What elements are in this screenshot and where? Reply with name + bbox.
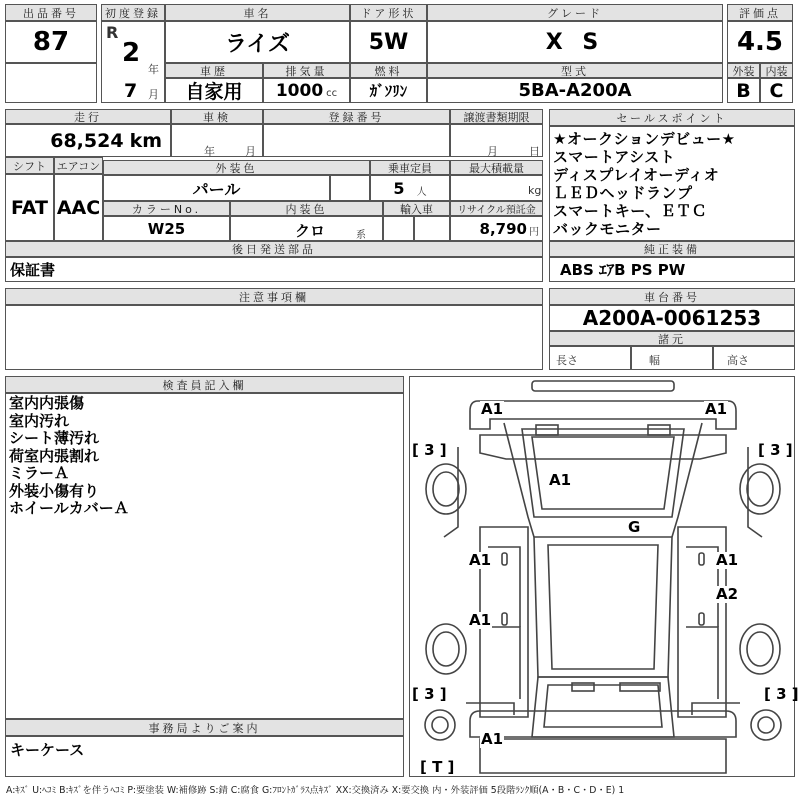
import-header: 輸入車	[383, 201, 450, 216]
transfer-day-unit: 日	[529, 145, 540, 158]
rear-window	[532, 677, 674, 737]
model-header: 型式	[427, 63, 723, 78]
equipment: ABS ｴｱB PS PW	[549, 257, 795, 282]
color-no: W25	[103, 216, 230, 241]
inspector-note-7: ホイールカバーＡ	[9, 499, 129, 517]
sales-point-5: スマートキー、ＥＴＣ	[553, 202, 708, 220]
aircon: AAC	[54, 174, 103, 241]
sales-points-list	[549, 126, 795, 241]
capacity-unit: 人	[416, 186, 427, 198]
width-label: 幅	[649, 354, 660, 367]
reg-month: 7	[124, 80, 138, 102]
recycle-amount: 8,790	[479, 219, 527, 238]
width-cell	[631, 346, 713, 370]
equipment-header: 純正装備	[549, 241, 795, 257]
inspector-note-4: 荷室内張割れ	[9, 446, 100, 465]
sales-point-2: スマートアシスト	[553, 148, 676, 166]
reg-number-header: 登録番号	[263, 109, 450, 124]
inspection-month-unit: 月	[245, 145, 256, 158]
first-registration-header: 初度登録	[101, 4, 165, 21]
tire-rear-left-depth: [ 3 ]	[412, 685, 447, 703]
inspector-header: 検査員記入欄	[5, 376, 404, 393]
inspector-notes	[5, 393, 404, 719]
interior-header: 内装	[760, 63, 793, 78]
max-load-unit: kg	[528, 184, 542, 197]
int-color-header: 内装色	[230, 201, 383, 216]
import-cell-a	[383, 216, 414, 241]
displacement-header: 排気量	[263, 63, 350, 78]
height-label: 高さ	[727, 354, 749, 367]
inspection-year-unit: 年	[204, 145, 215, 158]
fuel: ｶﾞｿﾘﾝ	[350, 78, 427, 103]
office-header: 事務局よりご案内	[5, 719, 404, 736]
max-load-header: 最大積載量	[450, 160, 543, 175]
shift: FAT	[5, 174, 54, 241]
sales-point-3: ディスプレイオーディオ	[553, 166, 720, 184]
front-bumper-top	[532, 381, 674, 391]
lot-number: 87	[5, 21, 97, 63]
notes-header: 注意事項欄	[5, 288, 543, 305]
car-diagram	[410, 377, 796, 778]
office-notice: キーケース	[5, 736, 404, 777]
inspector-note-2: 室内汚れ	[9, 411, 70, 430]
displacement-cell	[263, 78, 350, 103]
shift-header: シフト	[5, 157, 54, 174]
int-color-unit: 系	[356, 230, 366, 241]
recycle-unit: 円	[529, 227, 539, 238]
notes-area	[5, 305, 543, 370]
exterior-header: 外装	[727, 63, 760, 78]
recycle-header: リサイクル預託金	[450, 201, 543, 216]
mileage-unit: km	[129, 129, 162, 152]
trunk-tire: [ T ]	[420, 758, 455, 776]
roof	[534, 537, 672, 677]
interior-grade: C	[760, 78, 793, 103]
mark-door-rear-right: A2	[716, 585, 739, 603]
capacity-cell	[370, 175, 450, 201]
ext-color-header: 外装色	[103, 160, 370, 175]
door-type: 5W	[350, 21, 427, 63]
capacity: 5	[393, 178, 405, 198]
int-color: クロ	[295, 222, 326, 240]
transfer-month-unit: 月	[487, 145, 498, 158]
car-name-header: 車名	[165, 4, 350, 21]
grade-header: グレード	[427, 4, 723, 21]
front-bumper	[470, 401, 736, 429]
history: 自家用	[165, 78, 263, 103]
exterior-grade: B	[727, 78, 760, 103]
dimensions-header: 諸元	[549, 331, 795, 346]
tire-front-right-depth: [ 3 ]	[758, 441, 793, 459]
front-grille-line	[480, 435, 726, 459]
chassis-number: A200A-0061253	[549, 305, 795, 331]
car-diagram-panel	[409, 376, 799, 777]
mark-door-front-left: A1	[469, 551, 492, 569]
reg-number-cell	[263, 124, 450, 157]
height-cell	[713, 346, 795, 370]
tire-front-left-depth: [ 3 ]	[412, 441, 447, 459]
ext-color-extra	[330, 175, 370, 201]
mark-front-right: A1	[705, 400, 728, 418]
lot-number-header: 出品番号	[5, 4, 97, 21]
later-parts-header: 後日発送部品	[5, 241, 543, 257]
sales-point-4: ＬＥＤヘッドランプ	[553, 184, 693, 202]
displacement: 1000	[275, 80, 324, 101]
car-name: ライズ	[165, 21, 350, 63]
windshield	[522, 429, 684, 517]
month-unit: 月	[148, 88, 159, 101]
recycle-cell	[450, 216, 543, 241]
transfer-deadline-header: 譲渡書類期限	[450, 109, 543, 124]
color-no-header: カラーNo.	[103, 201, 230, 216]
mark-windshield: A1	[549, 471, 572, 489]
score: 4.5	[727, 21, 793, 63]
mark-door-front-right: A1	[716, 551, 739, 569]
mark-door-rear-left: A1	[469, 611, 492, 629]
later-parts: 保証書	[5, 257, 543, 282]
sales-point-1: ★オークションデビュー★	[553, 130, 736, 148]
reg-year: 2	[122, 38, 141, 68]
mileage-cell	[5, 124, 171, 157]
fuel-header: 燃料	[350, 63, 427, 78]
length-label: 長さ	[556, 354, 578, 367]
inspector-note-3: シート薄汚れ	[9, 429, 100, 447]
tire-rear-right-depth: [ 3 ]	[764, 685, 799, 703]
sales-point-6: バックモニター	[553, 220, 662, 238]
inspector-note-5: ミラーＡ	[9, 464, 70, 482]
mileage-header: 走行	[5, 109, 171, 124]
lot-number-blank	[5, 63, 97, 103]
year-unit: 年	[148, 63, 159, 76]
mark-front-left: A1	[481, 400, 504, 418]
door-header: ドア形状	[350, 4, 427, 21]
ext-color: パール	[103, 175, 330, 201]
inspection-header: 車検	[171, 109, 263, 124]
legend: A:ｷｽﾞ U:ﾍｺﾐ B:ｷｽﾞを伴うﾍｺﾐ P:要塗装 W:補修跡 S:錆 C:腐食 G:ﾌﾛﾝﾄｶﾞﾗｽ点ｷｽﾞ XX:交換済み X:要交換 内・外装評価 5段階ﾗﾝｸ順(A・B・C・D・E) 1	[6, 785, 625, 796]
mileage: 68,524	[50, 129, 124, 152]
capacity-header: 乗車定員	[370, 160, 450, 175]
history-header: 車歴	[165, 63, 263, 78]
mark-roof: G	[628, 518, 641, 536]
inspector-note-1: 室内内張傷	[9, 394, 85, 412]
chassis-header: 車台番号	[549, 288, 795, 305]
model-code: 5BA-A200A	[427, 78, 723, 103]
sales-points-header: セールスポイント	[549, 109, 795, 126]
aircon-header: エアコン	[54, 157, 103, 174]
era-mark: R	[106, 23, 119, 42]
mark-rear: A1	[481, 730, 504, 748]
grade: X S	[427, 21, 723, 63]
displacement-unit: cc	[326, 88, 338, 99]
rear-bumper	[470, 711, 736, 737]
score-header: 評価点	[727, 4, 793, 21]
inspector-note-6: 外装小傷有り	[9, 481, 100, 500]
import-cell-b	[414, 216, 450, 241]
